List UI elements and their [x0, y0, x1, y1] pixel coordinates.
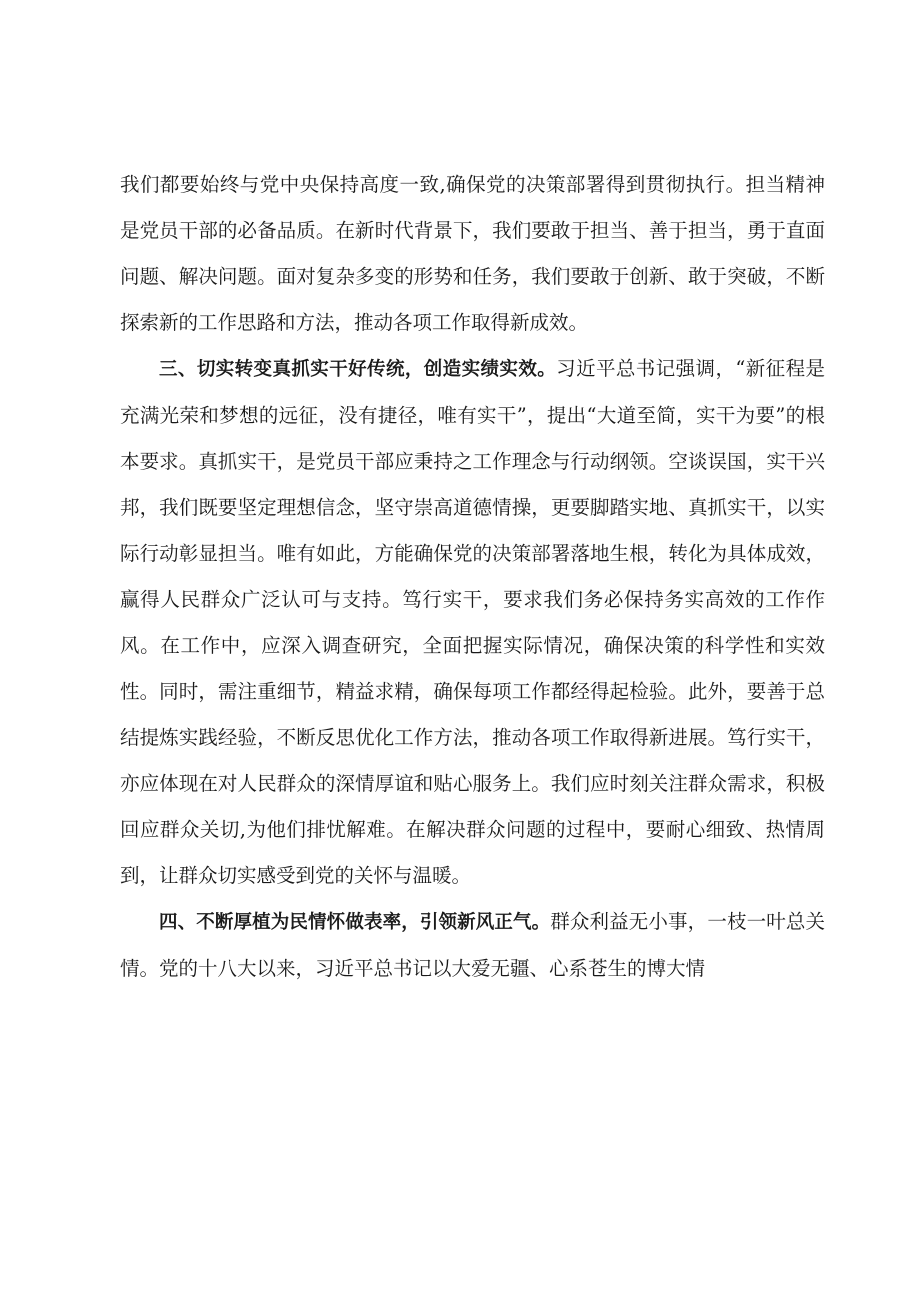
paragraph-body: 习近平总书记强调，“新征程是充满光荣和梦想的远征，没有捷径，唯有实干”，提出“大道至简，实干为要”的根本要求。真抓实干，是党员干部应秉持之工作理念与行动纲领。空谈误国，实干兴邦，我们既要坚定理想信念，坚守崇高道德情操，更要脚踏实地、真抓实干，以实际行动彰显担当。唯有如此，方能确保党的决策部署落地生根，转化为具体成效，赢得人民群众广泛认可与支持。笃行实干，要求我们务必保持务实高效的工作作风。在工作中，应深入调查研究，全面把握实际情况，确保决策的科学性和实效性。同时，需注重细节，精益求精，确保每项工作都经得起检验。此外，要善于总结提炼实践经验，不断反思优化工作方法，推动各项工作取得新进展。笃行实干，亦应体现在对人民群众的深情厚谊和贴心服务上。我们应时刻关注群众需求，积极回应群众关切,为他们排忧解难。在解决群众问题的过程中，要耐心细致、热情周到，让群众切实感受到党的关怀与温暖。: [120, 357, 825, 887]
paragraph-body: 群众利益无小事，一枝一叶总关情。党的十八大以来，习近平总书记以大爱无疆、心系苍生的博大情: [120, 910, 825, 980]
section-heading: 四、不断厚植为民情怀做表率，引领新风正气。: [159, 912, 551, 933]
section-heading: 三、切实转变真抓实干好传统，创造实绩实效。: [159, 359, 557, 380]
paragraph-continuation: [120, 162, 825, 346]
document-body: [120, 162, 825, 992]
paragraph-section-three: [120, 346, 825, 899]
paragraph-section-four: [120, 899, 825, 992]
paragraph-body: 我们都要始终与党中央保持高度一致,确保党的决策部署得到贯彻执行。担当精神是党员干部的必备品质。在新时代背景下，我们要敢于担当、善于担当，勇于直面问题、解决问题。面对复杂多变的形势和任务，我们要敢于创新、敢于突破，不断探索新的工作思路和方法，推动各项工作取得新成效。: [120, 173, 825, 334]
